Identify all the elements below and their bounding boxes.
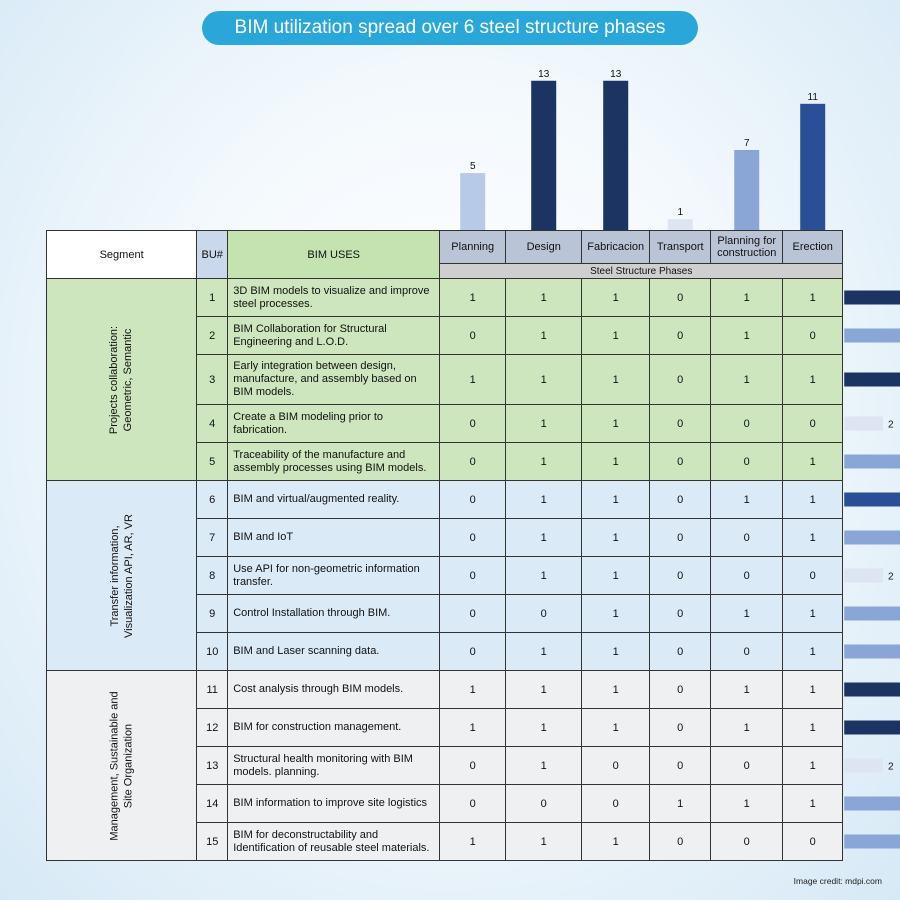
bu-number-cell: 8: [197, 557, 228, 595]
phase-value-cell: 0: [440, 317, 506, 355]
bu-number-cell: 1: [197, 279, 228, 317]
phase-value-cell: 1: [582, 519, 650, 557]
phase-value-cell: 1: [506, 443, 582, 481]
phase-total-label: 13: [538, 68, 550, 80]
bim-use-cell: BIM and Laser scanning data.: [228, 633, 440, 671]
phase-total-bar: [800, 104, 825, 231]
bim-use-cell: BIM and IoT: [228, 519, 440, 557]
bim-use-cell: Control Installation through BIM.: [228, 595, 440, 633]
phase-value-cell: 0: [711, 557, 783, 595]
phase-value-cell: 0: [582, 785, 650, 823]
phase-value-cell: 0: [783, 405, 843, 443]
phase-value-cell: 0: [650, 279, 711, 317]
phase-value-cell: 0: [650, 481, 711, 519]
segment-label-cell: [47, 481, 197, 671]
phase-value-cell: 1: [783, 519, 843, 557]
header-bim-uses: BIM USES: [228, 231, 440, 279]
phase-value-cell: 0: [650, 595, 711, 633]
bim-use-cell: BIM Collaboration for Structural Engineering and L.O.D.: [228, 317, 440, 355]
bu-total-label: 2: [888, 761, 894, 773]
phase-value-cell: 1: [506, 481, 582, 519]
phase-value-cell: 0: [440, 443, 506, 481]
phase-value-cell: 0: [650, 823, 711, 861]
bu-number-cell: 13: [197, 747, 228, 785]
chart-title: BIM utilization spread over 6 steel structure phases: [202, 11, 698, 45]
phase-value-cell: 1: [440, 671, 506, 709]
segment-label-cell: [47, 279, 197, 481]
phase-value-cell: 1: [711, 595, 783, 633]
header-phase-planning-for-construction: Planning for construction: [711, 231, 783, 264]
phase-value-cell: 1: [783, 481, 843, 519]
header-phase-transport: Transport: [650, 231, 711, 264]
bim-use-cell: Traceability of the manufacture and assembly processes using BIM models.: [228, 443, 440, 481]
phase-total-bar: [734, 150, 759, 231]
phase-value-cell: 0: [650, 747, 711, 785]
bu-number-cell: 2: [197, 317, 228, 355]
bu-total-bar: [844, 373, 900, 387]
phase-value-cell: 0: [440, 633, 506, 671]
bu-number-cell: 5: [197, 443, 228, 481]
header-segment: Segment: [47, 231, 197, 279]
bu-total-bar: [844, 531, 900, 545]
bim-use-cell: BIM for construction management.: [228, 709, 440, 747]
phase-value-cell: 0: [711, 747, 783, 785]
bu-number-cell: 11: [197, 671, 228, 709]
phase-value-cell: 1: [582, 405, 650, 443]
phase-value-cell: 1: [783, 595, 843, 633]
phase-total-label: 7: [743, 137, 750, 149]
bim-use-cell: Structural health monitoring with BIM models. planning.: [228, 747, 440, 785]
header-phase-planning: Planning: [440, 231, 506, 264]
header-phase-erection: Erection: [783, 231, 843, 264]
phase-value-cell: 1: [650, 785, 711, 823]
phase-value-cell: 1: [506, 633, 582, 671]
phase-value-cell: 1: [582, 823, 650, 861]
table-row: [47, 279, 843, 317]
phase-total-label: 11: [807, 91, 818, 103]
bim-use-cell: Cost analysis through BIM models.: [228, 671, 440, 709]
phase-value-cell: 0: [711, 519, 783, 557]
phase-value-cell: 1: [582, 443, 650, 481]
bim-use-cell: BIM and virtual/augmented reality.: [228, 481, 440, 519]
phase-value-cell: 0: [650, 317, 711, 355]
bu-total-bar: [844, 607, 900, 621]
phase-value-cell: 1: [440, 709, 506, 747]
phase-value-cell: 1: [783, 355, 843, 405]
phase-value-cell: 1: [440, 355, 506, 405]
bim-use-cell: Create a BIM modeling prior to fabrication.: [228, 405, 440, 443]
table-row: [47, 671, 843, 709]
segment-label: Projects collaboration: Geometric, Semantic: [108, 325, 135, 434]
phase-value-cell: 0: [650, 443, 711, 481]
phase-value-cell: 1: [506, 279, 582, 317]
bu-total-bar: [844, 721, 900, 735]
bu-total-bar: [844, 417, 883, 431]
phase-total-bar: [531, 81, 556, 231]
bim-uses-table: [46, 230, 843, 861]
phase-value-cell: 1: [506, 519, 582, 557]
bu-total-bar: [844, 797, 900, 811]
phase-value-cell: 1: [582, 279, 650, 317]
bu-number-cell: 4: [197, 405, 228, 443]
phase-value-cell: 0: [440, 785, 506, 823]
phase-value-cell: 1: [582, 557, 650, 595]
phase-value-cell: 0: [440, 519, 506, 557]
phase-value-cell: 1: [582, 317, 650, 355]
bu-total-bar: [844, 493, 900, 507]
bu-total-bar: [844, 759, 883, 773]
phase-value-cell: 1: [582, 671, 650, 709]
bu-number-cell: 9: [197, 595, 228, 633]
phase-value-cell: 0: [582, 747, 650, 785]
bim-use-cell: 3D BIM models to visualize and improve steel processes.: [228, 279, 440, 317]
header-phase-fabricacion: Fabricacion: [582, 231, 650, 264]
phase-value-cell: 0: [650, 671, 711, 709]
phase-value-cell: 0: [650, 633, 711, 671]
phase-value-cell: 1: [582, 633, 650, 671]
phase-value-cell: 1: [506, 747, 582, 785]
phase-value-cell: 0: [650, 355, 711, 405]
bim-use-cell: BIM information to improve site logistics: [228, 785, 440, 823]
phase-value-cell: 0: [783, 823, 843, 861]
phase-value-cell: 1: [783, 671, 843, 709]
phase-value-cell: 1: [440, 823, 506, 861]
bu-total-label: 2: [888, 419, 894, 431]
phase-value-cell: 0: [440, 481, 506, 519]
phase-value-cell: 1: [783, 279, 843, 317]
phase-value-cell: 0: [711, 443, 783, 481]
segment-label-cell: [47, 671, 197, 861]
segment-label: Transfer information, Visualization API, AR, VR: [108, 513, 135, 638]
phase-value-cell: 0: [783, 317, 843, 355]
phase-value-cell: 1: [711, 709, 783, 747]
bu-total-bar: [844, 569, 883, 583]
phase-value-cell: 0: [650, 405, 711, 443]
phase-value-cell: 1: [711, 317, 783, 355]
header-phase-design: Design: [506, 231, 582, 264]
phase-value-cell: 1: [582, 709, 650, 747]
phase-value-cell: 1: [711, 671, 783, 709]
phase-value-cell: 1: [506, 355, 582, 405]
phase-total-label: 5: [469, 161, 476, 173]
phase-value-cell: 1: [783, 709, 843, 747]
table-row: [47, 481, 843, 519]
phase-value-cell: 1: [506, 557, 582, 595]
image-credit: Image credit: mdpi.com: [793, 876, 882, 886]
bu-total-bar: [844, 835, 900, 849]
phase-value-cell: 1: [783, 785, 843, 823]
header-bu-number: BU#: [197, 231, 228, 279]
bu-total-bar: [844, 455, 900, 469]
phase-value-cell: 1: [506, 823, 582, 861]
phase-value-cell: 0: [711, 633, 783, 671]
phase-value-cell: 1: [711, 355, 783, 405]
bu-total-bar: [844, 329, 900, 343]
bim-use-cell: BIM for deconstructability and Identification of reusable steel materials.: [228, 823, 440, 861]
header-steel-structure-phases: Steel Structure Phases: [440, 264, 843, 279]
bim-use-cell: Early integration between design, manufacture, and assembly based on BIM models.: [228, 355, 440, 405]
bu-number-cell: 12: [197, 709, 228, 747]
phase-value-cell: 0: [711, 405, 783, 443]
phase-value-cell: 0: [440, 595, 506, 633]
phase-total-bar-chart: [0, 0, 900, 240]
phase-total-label: 1: [677, 207, 683, 219]
bu-number-cell: 3: [197, 355, 228, 405]
phase-value-cell: 0: [650, 557, 711, 595]
phase-value-cell: 1: [582, 481, 650, 519]
phase-value-cell: 1: [783, 443, 843, 481]
bu-number-cell: 10: [197, 633, 228, 671]
phase-value-cell: 1: [440, 279, 506, 317]
bu-number-cell: 14: [197, 785, 228, 823]
bu-total-label: 2: [888, 571, 894, 583]
bu-total-bar: [844, 645, 900, 659]
phase-value-cell: 0: [440, 747, 506, 785]
phase-total-label: 13: [610, 68, 622, 80]
phase-value-cell: 1: [711, 481, 783, 519]
bu-number-cell: 7: [197, 519, 228, 557]
phase-value-cell: 1: [582, 595, 650, 633]
bu-number-cell: 15: [197, 823, 228, 861]
bu-total-bar: [844, 683, 900, 697]
bu-number-cell: 6: [197, 481, 228, 519]
phase-value-cell: 1: [506, 405, 582, 443]
phase-value-cell: 0: [506, 595, 582, 633]
phase-value-cell: 1: [711, 785, 783, 823]
phase-value-cell: 0: [440, 557, 506, 595]
phase-value-cell: 0: [650, 519, 711, 557]
bu-total-bar: [844, 291, 900, 305]
phase-value-cell: 1: [783, 633, 843, 671]
bim-use-cell: Use API for non-geometric information transfer.: [228, 557, 440, 595]
phase-value-cell: 1: [506, 317, 582, 355]
phase-value-cell: 1: [506, 671, 582, 709]
phase-total-bar: [460, 173, 485, 231]
phase-value-cell: 0: [650, 709, 711, 747]
phase-total-bar: [603, 81, 628, 231]
phase-value-cell: 0: [711, 823, 783, 861]
segment-label: Management, Sustainable and Site Organization: [108, 690, 135, 841]
phase-value-cell: 0: [783, 557, 843, 595]
phase-value-cell: 1: [783, 747, 843, 785]
phase-value-cell: 1: [582, 355, 650, 405]
phase-value-cell: 1: [506, 709, 582, 747]
phase-value-cell: 0: [440, 405, 506, 443]
phase-value-cell: 0: [506, 785, 582, 823]
phase-value-cell: 1: [711, 279, 783, 317]
